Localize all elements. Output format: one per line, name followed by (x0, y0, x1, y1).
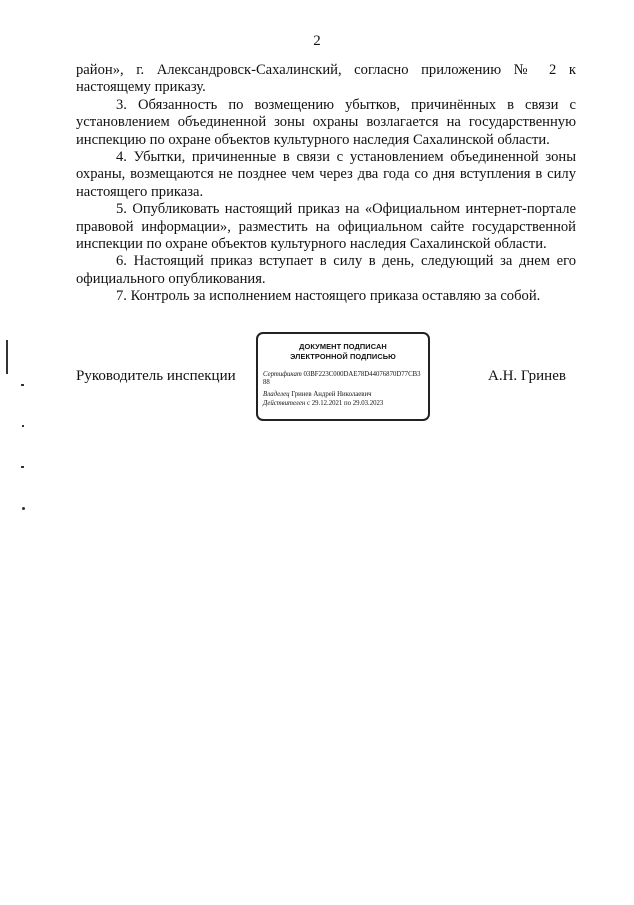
paragraph-item-4: 4. Убытки, причиненные в связи с установлением объединенной зоны охраны, возмещаются не позднее чем через два года со дня вступления в силу настоящего приказа. (76, 149, 576, 200)
stamp-certificate-label: Сертификат (263, 371, 302, 378)
stamp-header-line2: ЭЛЕКТРОННОЙ ПОДПИСЬЮ (290, 351, 396, 361)
paragraph-item-7: 7. Контроль за исполнением настоящего приказа оставляю за собой. (116, 288, 541, 305)
stamp-certificate-cont: 88 (263, 379, 270, 387)
stamp-validity-value: с 29.12.2021 по 29.03.2023 (307, 399, 384, 407)
scan-mark-line (6, 340, 8, 374)
stamp-validity (263, 400, 423, 408)
signatory-name: А.Н. Гринев (488, 368, 566, 384)
stamp-certificate (263, 371, 423, 379)
scan-mark-dot (21, 466, 24, 468)
page-number: 2 (313, 33, 321, 49)
document-body (76, 62, 576, 306)
signatory-title: Руководитель инспекции (76, 368, 236, 384)
paragraph-item-6: 6. Настоящий приказ вступает в силу в день, следующий за днем его официального опубликования. (76, 253, 576, 287)
paragraph-item-3: 3. Обязанность по возмещению убытков, причинённых в связи с установлением объединенной зоны охраны возлагается на государственную инспекцию по охране объектов культурного наследия Сахалинской области. (76, 96, 576, 148)
scan-mark-dot (22, 425, 24, 427)
stamp-certificate-value: 03BF223C000DAE78D44076870D77CB3 (303, 371, 421, 378)
scan-mark-dot (22, 507, 25, 510)
electronic-signature-stamp (256, 332, 430, 421)
paragraph-continuation: район», г. Александровск-Сахалинский, согласно приложению № 2 к настоящему приказу. (76, 62, 576, 96)
paragraph-item-5: 5. Опубликовать настоящий приказ на «Официальном интернет-портале правовой информации», разместить на официальном сайте государственной инспекции по охране объектов культурного наследия Сахалинской области. (76, 201, 576, 253)
scan-mark-dot (21, 384, 24, 386)
stamp-owner-label: Владелец (263, 391, 290, 399)
stamp-validity-label: Действителен (263, 399, 306, 407)
stamp-header-line1: ДОКУМЕНТ ПОДПИСАН (299, 342, 387, 351)
stamp-owner (263, 391, 423, 399)
stamp-owner-value: Гринев Андрей Николаевич (291, 391, 372, 399)
